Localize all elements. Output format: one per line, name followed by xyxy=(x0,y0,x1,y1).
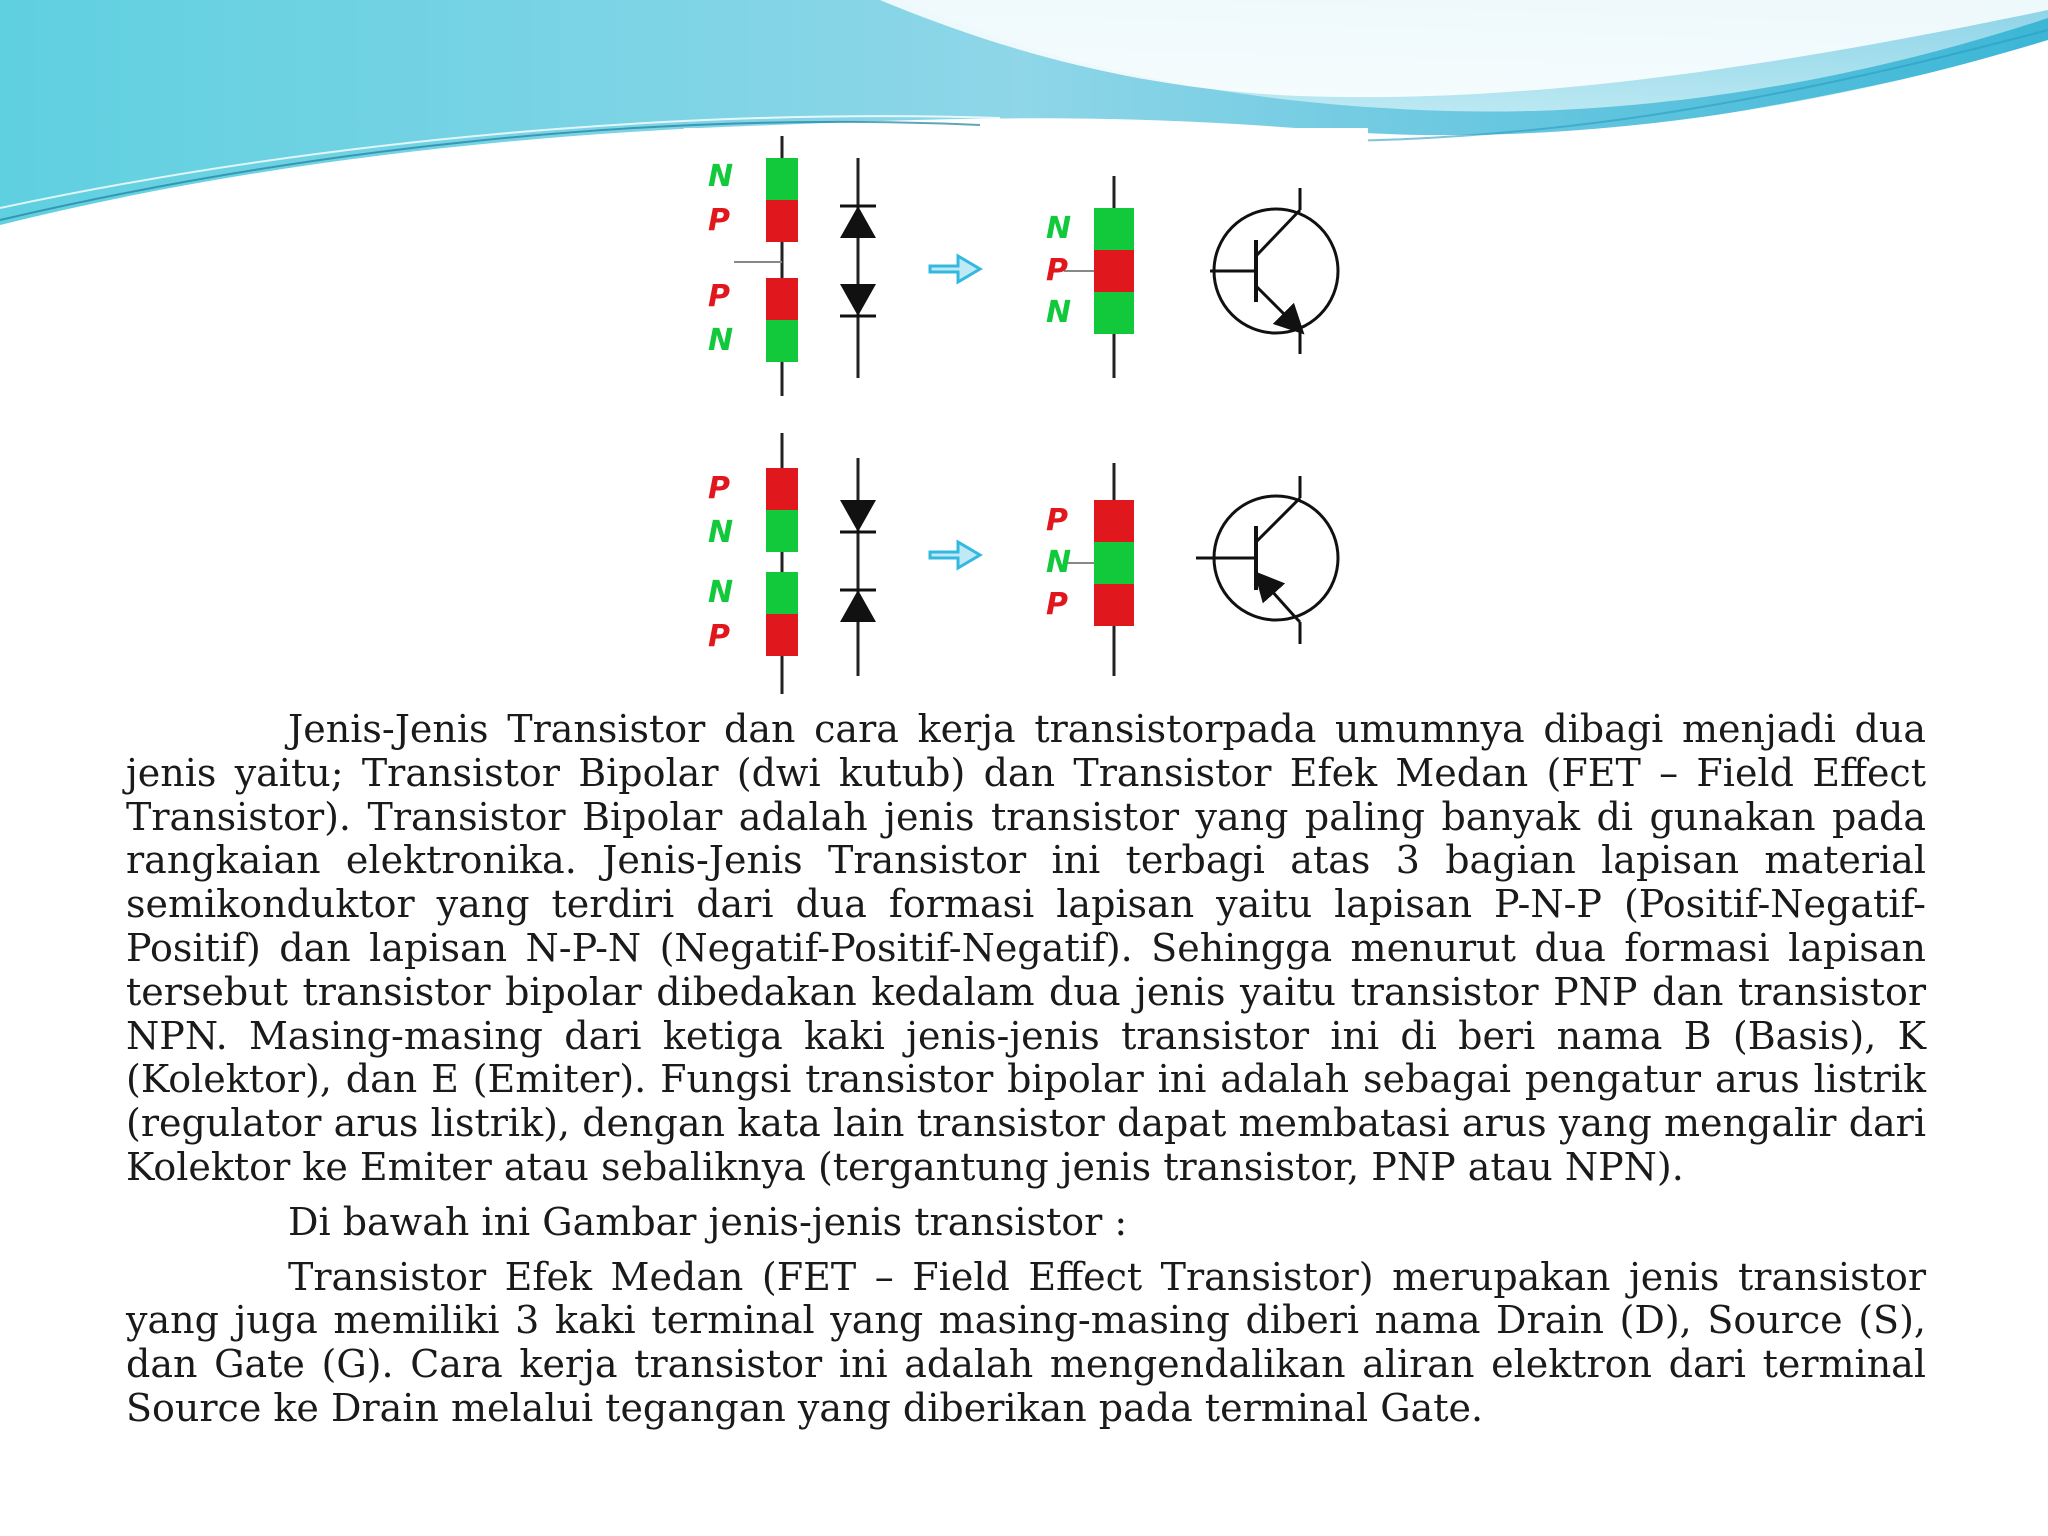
layer-label: N xyxy=(1046,545,1072,580)
diode-icon xyxy=(840,590,876,622)
n-layer xyxy=(766,320,798,362)
p-layer xyxy=(1094,500,1134,542)
p-layer xyxy=(766,468,798,510)
pnp-transistor-symbol-icon xyxy=(1196,476,1338,644)
p-layer xyxy=(1094,584,1134,626)
paragraph-figure-caption: Di bawah ini Gambar jenis-jenis transistor : xyxy=(288,1199,1128,1244)
p-layer xyxy=(766,614,798,656)
body-text xyxy=(126,708,1926,1431)
n-layer xyxy=(766,572,798,614)
n-layer xyxy=(766,158,798,200)
diode-symbol-pair xyxy=(840,158,876,378)
diode-symbol-pair xyxy=(840,458,876,676)
layer-label: P xyxy=(708,203,730,238)
npn-layers xyxy=(1046,176,1134,378)
layer-label: N xyxy=(708,515,734,550)
diode-icon xyxy=(840,500,876,532)
layer-label: P xyxy=(1046,253,1068,288)
transform-arrow-icon xyxy=(930,256,980,282)
pnp-layers xyxy=(1046,463,1134,676)
p-layer xyxy=(766,200,798,242)
npn-transistor-symbol-icon xyxy=(1210,188,1338,354)
paragraph-bipolar-intro: Jenis-Jenis Transistor dan cara kerja transistorpada umumnya dibagi menjadi dua jenis yaitu; Transistor Bipolar (dwi kutub) dan Transistor Efek Medan (FET – Field Effect Transistor). Transistor Bipolar adalah jenis transistor yang paling banyak di gunakan pada rangkaian elektronika. Jenis-Jenis Transistor ini terbagi atas 3 bagian lapisan material semikonduktor yang terdiri dari dua formasi lapisan yaitu lapisan P-N-P (Positif-Negatif-Positif) dan lapisan N-P-N (Negatif-Positif-Negatif). Sehingga menurut dua formasi lapisan tersebut transistor bipolar dibedakan kedalam dua jenis yaitu transistor PNP dan transistor NPN. Masing-masing dari ketiga kaki jenis-jenis transistor ini di beri nama B (Basis), K (Kolektor), dan E (Emiter). Fungsi transistor bipolar ini adalah sebagai pengatur arus listrik (regulator arus listrik), dengan kata lain transistor dapat membatasi arus yang mengalir dari Kolektor ke Emiter atau sebaliknya (tergantung jenis transistor, PNP atau NPN). xyxy=(126,707,1926,1189)
p-layer xyxy=(1094,250,1134,292)
layer-label: P xyxy=(708,279,730,314)
n-layer xyxy=(1094,208,1134,250)
n-layer xyxy=(1094,292,1134,334)
diode-icon xyxy=(840,284,876,316)
layer-label: N xyxy=(1046,295,1072,330)
layer-label: N xyxy=(708,323,734,358)
p-layer xyxy=(766,278,798,320)
paragraph-fet: Transistor Efek Medan (FET – Field Effect Transistor) merupakan jenis transistor yang juga memiliki 3 kaki terminal yang masing-masing diberi nama Drain (D), Source (S), dan Gate (G). Cara kerja transistor ini adalah mengendalikan aliran elektron dari terminal Source ke Drain melalui tegangan yang diberikan pada terminal Gate. xyxy=(126,1254,1926,1430)
n-layer xyxy=(1094,542,1134,584)
layer-label: P xyxy=(708,619,730,654)
layer-label: N xyxy=(708,575,734,610)
diode-icon xyxy=(840,206,876,238)
npn-diode-pair xyxy=(708,136,798,396)
layer-label: N xyxy=(708,159,734,194)
n-layer xyxy=(766,510,798,552)
pnp-diode-pair xyxy=(708,433,798,694)
layer-label: P xyxy=(1046,503,1068,538)
transform-arrow-icon xyxy=(930,542,980,568)
transistor-formation-diagram xyxy=(684,128,1368,704)
layer-label: N xyxy=(1046,211,1072,246)
layer-label: P xyxy=(708,471,730,506)
layer-label: P xyxy=(1046,587,1068,622)
